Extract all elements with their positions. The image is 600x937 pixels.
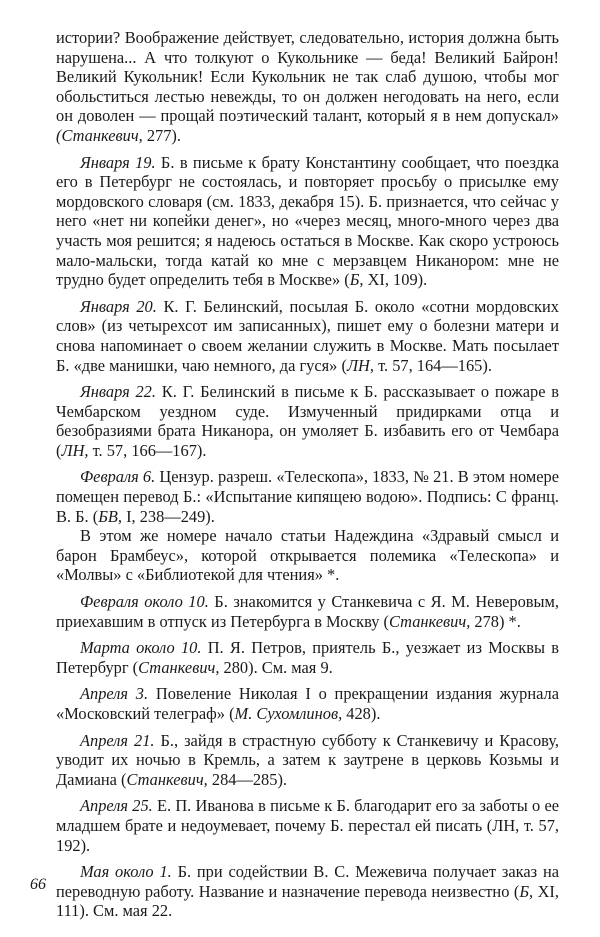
entry-january-20: Января 20. К. Г. Белинский, посылая Б. около «сотни мордовских слов» (из четырехсот им записанных), пишет ему о болезни матери и снова напоминает о своем желании служить в Москве. Мать посылает Б. «две манишки, чаю немного, да гуся» (ЛН, т. 57, 164—165). xyxy=(56,296,559,375)
entry-may-1: Мая около 1. Б. при содействии В. С. Межевича получает заказ на переводную работу. Название и назначение перевода неизвестно (Б, XI, 111). См. мая 22. xyxy=(56,862,559,921)
page-body xyxy=(56,28,559,928)
entry-april-21: Апреля 21. Б., зайдя в страстную субботу к Станкевичу и Красову, уводит их ночью в Кремль, а затем к заутрене в церковь Козьмы и Дамиана (Станкевич, 284—285). xyxy=(56,730,559,789)
entry-january-19: Января 19. Б. в письме к брату Константину сообщает, что поездка его в Петербург не состоялась, и повторяет просьбу о присылке ему мордовского словаря (см. 1833, декабря 15). Б. признается, что сейчас у него «нет ни копейки денег», но «через месяц, много-много через два участь моя решится; я надеюсь остаться в Москве. Как скоро устроюсь мало-мальски, тогда катай ко мне с мерзавцем Никанором: мне не трудно будет определить тебя в Москве» (Б, XI, 109). xyxy=(56,152,559,290)
entry-february-6-note: В этом же номере начало статьи Надеждина «Здравый смысл и барон Брамбеус», которой открывается полемика «Телескопа» и «Молвы» с «Библиотекой для чтения» *. xyxy=(56,526,559,585)
entry-april-3: Апреля 3. Повеление Николая I о прекращении издания журнала «Московский телеграф» (М. Сухомлинов, 428). xyxy=(56,684,559,723)
page-number: 66 xyxy=(30,876,46,893)
entry-continuation: истории? Воображение действует, следовательно, история должна быть нарушена... А что толкуют о Кукольнике — беда! Великий Байрон! Великий Кукольник! Если Кукольник не так слаб душою, чтобы мог обольститься лестью невежды, то он должен негодовать на него, если он доволен — прощай поэтический талант, который я в нем допускал» (Станкевич, 277). xyxy=(56,28,559,145)
entry-january-22: Января 22. К. Г. Белинский в письме к Б. рассказывает о пожаре в Чембарском уездном суде. Измученный придирками отца и безобразиями брата Никанора, он умоляет Б. избавить его от Чембара (ЛН, т. 57, 166—167). xyxy=(56,382,559,460)
entry-april-25: Апреля 25. Е. П. Иванова в письме к Б. благодарит его за заботы о ее младшем брате и недоумевает, почему Б. перестал ей писать (ЛН, т. 57, 192). xyxy=(56,796,560,855)
entry-february-6: Февраля 6. Цензур. разреш. «Телескопа», 1833, № 21. В этом номере помещен перевод Б.: «Испытание кипящею водою». Подпись: С франц. В. Б. (БВ, I, 238—249). xyxy=(56,467,559,526)
entry-march-10: Марта около 10. П. Я. Петров, приятель Б., уезжает из Москвы в Петербург (Станкевич, 280). См. мая 9. xyxy=(56,638,559,677)
entry-february-10: Февраля около 10. Б. знакомится у Станкевича с Я. М. Неверовым, приехавшим в отпуск из Петербурга в Москву (Станкевич, 278) *. xyxy=(56,592,559,631)
